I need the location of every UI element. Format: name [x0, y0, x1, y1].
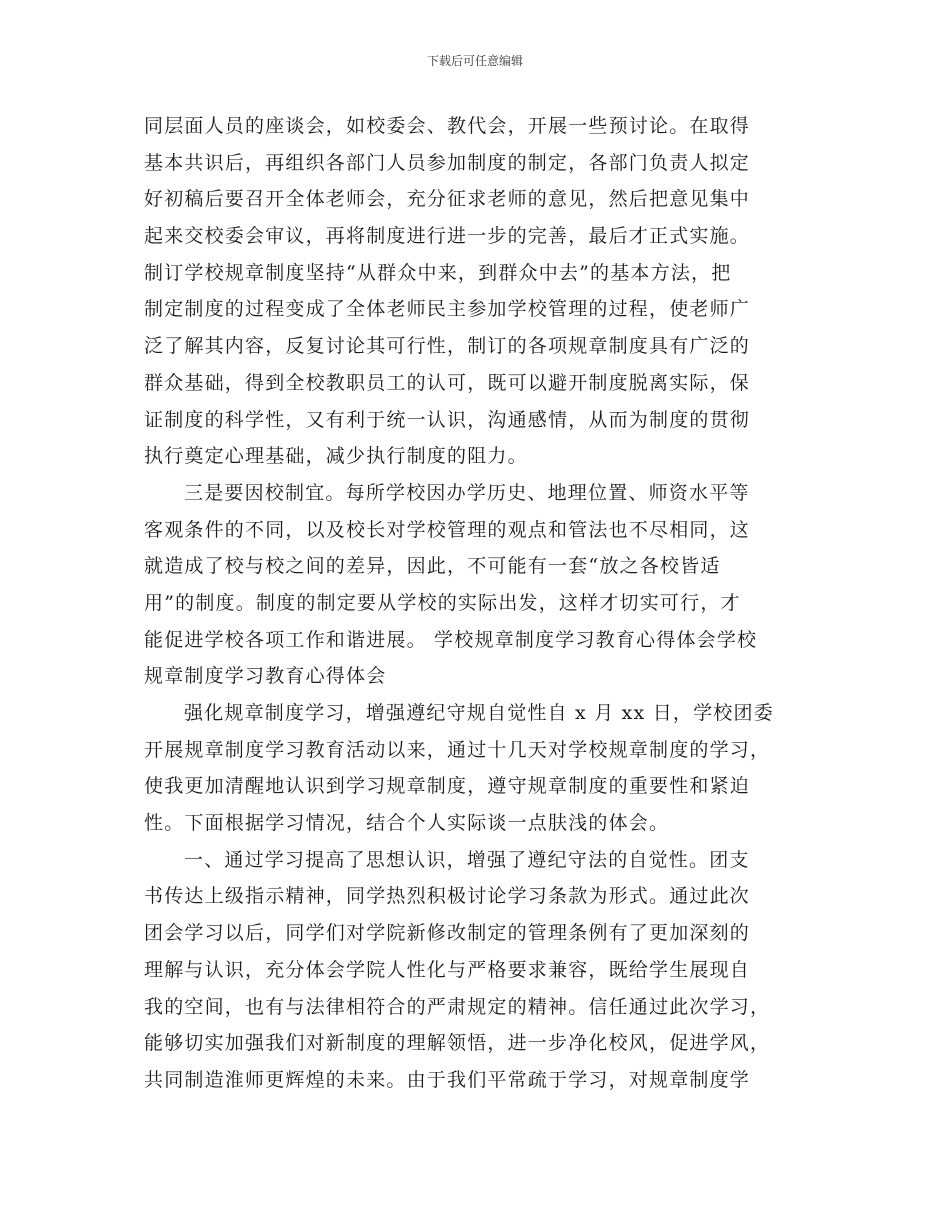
- text-line: 性。下面根据学习情况，结合个人实际谈一点肤浅的体会。: [144, 812, 670, 835]
- text-line: 泛了解其内容，反复讨论其可行性，制订的各项规章制度具有广泛的: [144, 335, 751, 358]
- text-line: 能促进学校各项工作和谐进展。 学校规章制度学习教育心得体会学校: [144, 628, 758, 651]
- text-line: 书传达上级指示精神，同学热烈积极讨论学习条款为形式。通过此次: [144, 885, 751, 908]
- text-line: 团会学习以后，同学们对学院新修改制定的管理条例有了更加深刻的: [144, 922, 751, 945]
- text-line: 就造成了校与校之间的差异，因此，不可能有一套“放之各校皆适: [144, 555, 721, 578]
- text-line: 客观条件的不同，以及校长对学校管理的观点和管法也不尽相同，这: [144, 518, 751, 541]
- text-line: 群众基础，得到全校教职员工的认可，既可以避开制度脱离实际，保: [144, 371, 751, 394]
- text-line: 开展规章制度学习教育活动以来，通过十几天对学校规章制度的学习，: [144, 738, 771, 761]
- text-line: 规章制度学习教育心得体会: [144, 665, 387, 688]
- text-line: 一、通过学习提高了思想认识，增强了遵纪守法的自觉性。团支: [184, 848, 750, 871]
- text-line: 同层面人员的座谈会，如校委会、教代会，开展一些预讨论。在取得: [144, 115, 751, 137]
- text-line: 三是要因校制宜。每所学校因办学历史、地理位置、师资水平等: [184, 481, 750, 504]
- text-line: 使我更加清醒地认识到学习规章制度，遵守规章制度的重要性和紧迫: [144, 775, 751, 798]
- text-line: 执行奠定心理基础，减少执行制度的阻力。: [144, 445, 528, 468]
- text-line: 理解与认识，充分体会学院人性化与严格要求兼容，既给学生展现自: [144, 958, 751, 981]
- text-line: 基本共识后，再组织各部门人员参加制度的制定，各部门负责人拟定: [144, 151, 751, 174]
- text-line: 制定制度的过程变成了全体老师民主参加学校管理的过程，使老师广: [144, 298, 751, 321]
- text-line: 强化规章制度学习，增强遵纪守规自觉性自 x 月 xx 日，学校团委: [184, 702, 774, 724]
- text-line: 证制度的科学性，又有利于统一认识，沟通感情，从而为制度的贯彻: [144, 408, 751, 431]
- text-line: 起来交校委会审议，再将制度进行进一步的完善，最后才正式实施。: [144, 225, 751, 248]
- text-line: 共同制造淮师更辉煌的未来。由于我们平常疏于学习，对规章制度学: [144, 1068, 751, 1091]
- text-line: 用”的制度。制度的制定要从学校的实际出发，这样才切实可行，才: [144, 591, 741, 614]
- text-line: 能够切实加强我们对新制度的理解领悟，进一步净化校风，促进学风，: [144, 1032, 771, 1055]
- page-header: 下载后可任意编辑: [426, 54, 523, 68]
- text-line: 好初稿后要召开全体老师会，充分征求老师的意见，然后把意见集中: [144, 188, 751, 211]
- document-body: [144, 108, 806, 1099]
- text-line: 我的空间，也有与法律相符合的严肃规定的精神。信任通过此次学习，: [144, 995, 771, 1018]
- text-line: 制订学校规章制度坚持“从群众中来，到群众中去”的基本方法，把: [144, 261, 732, 284]
